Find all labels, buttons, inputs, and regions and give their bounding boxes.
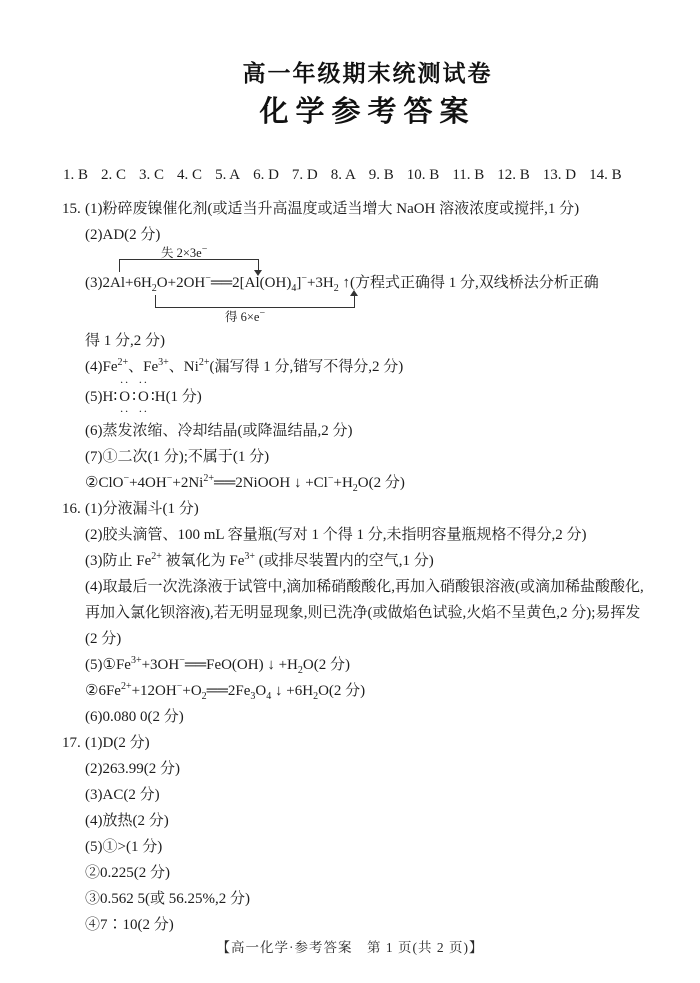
q17-answer-5-2: ②0.225(2 分) xyxy=(85,865,170,881)
q16-number: 16. xyxy=(62,501,81,517)
q15-number: 15. xyxy=(62,201,81,217)
q17-answer-2: (2)263.99(2 分) xyxy=(85,761,180,777)
q15-answer-2: (2)AD(2 分) xyxy=(85,227,161,243)
q16-answer-3: (3)防止 $Fe^{2+}$ 被氧化为 $Fe^{3+}$ (或排尽装置内的空气,1 分) xyxy=(85,551,434,569)
q16-answer-4-3: (2 分) xyxy=(85,631,122,647)
choice-answer: 8. A xyxy=(330,167,356,183)
q15-answer-7-1: (7)①二次(1 分);不属于(1 分) xyxy=(85,449,270,465)
q17-line-3 xyxy=(85,782,650,808)
q16-answer-6: (6)0.080 0(2 分) xyxy=(85,709,184,725)
q16-line-2 xyxy=(85,522,650,548)
choice-answer: 13. D xyxy=(542,167,577,183)
q15-answer-6: (6)蒸发浓缩、冷却结晶(或降温结晶,2 分) xyxy=(85,423,353,439)
choice-answer: 2. C xyxy=(101,167,127,183)
gain-bridge-line xyxy=(155,295,355,308)
q16-line-4 xyxy=(85,574,650,600)
q15-line-1 xyxy=(62,196,650,222)
q17-line-2 xyxy=(85,756,650,782)
q16-answer-5-1: $(5)①Fe^{3+}+3OH^-══FeO(OH)$ ↓ $+H_2O(2$ 分) xyxy=(85,655,350,676)
q15-line-6 xyxy=(85,418,650,444)
q16-line-8 xyxy=(85,678,650,704)
q15-answer-3-equation: $(3)2Al+6H_2O+2OH^-══2[Al(OH)_4]^-+3H_2$ ↑(方程式正确得 1 分,双线桥法分析正确 xyxy=(85,273,599,294)
up-arrow-icon xyxy=(350,290,358,296)
q17-number: 17. xyxy=(62,735,81,751)
choice-answer: 12. B xyxy=(497,167,530,183)
q15-line-4 xyxy=(85,354,650,380)
q17-answer-4: (4)放热(2 分) xyxy=(85,813,169,829)
choice-answer: 1. B xyxy=(63,167,89,183)
choice-answer: 3. C xyxy=(139,167,165,183)
q17-line-4 xyxy=(85,808,650,834)
q15-line-7 xyxy=(85,444,650,470)
q15-line-5-lewis xyxy=(85,375,650,418)
q17-answer-1: (1)D(2 分) xyxy=(85,735,150,751)
q17-answer-5-3: ③0.562 5(或 56.25%,2 分) xyxy=(85,891,250,907)
electron-lose-label: 失 2×3e− xyxy=(161,243,208,260)
q16-answer-4-1: (4)取最后一次洗涤液于试管中,滴加稀硝酸酸化,再加入硝酸银溶液(或滴加稀盐酸酸化, xyxy=(85,579,644,595)
choice-answer: 11. B xyxy=(452,167,485,183)
q16-answer-4-2: 再加入氯化钡溶液),若无明显现象,则已洗净(或做焰色试验,火焰不呈黄色,2 分);易挥发 xyxy=(85,605,641,621)
q17-answer-3: (3)AC(2 分) xyxy=(85,787,160,803)
q16-line-9 xyxy=(85,704,650,730)
multiple-choice-answers xyxy=(63,162,650,188)
q16-line-5 xyxy=(85,600,650,626)
choice-answer: 10. B xyxy=(406,167,440,183)
q16-answer-5-2: $②6Fe^{2+}+12OH^-+O_2══2Fe_3O_4$ ↓ $+6H_2O(2$ 分) xyxy=(85,681,366,702)
page-subtitle: 化学参考答案 xyxy=(259,96,476,128)
q17-line-8 xyxy=(85,912,650,938)
q15-answer-5: (5)H∶ ·· O ·· ∶ ·· O ·· ∶H(1 分) xyxy=(85,375,202,418)
q17-line-5 xyxy=(85,834,650,860)
page-title: 高一年级期末统测试卷 xyxy=(242,60,493,86)
q15-line-2 xyxy=(85,222,650,248)
q15-answer-4: $(4)Fe^{2+}$、$Fe^{3+}$、$Ni^{2+}$(漏写得 1 分,错写不得分,2 分) xyxy=(85,357,404,375)
choice-answer: 9. B xyxy=(368,167,394,183)
q15-answer-7-2: $②ClO^-+4OH^-+2Ni^{2+}══2NiOOH$ ↓ $+Cl^-+H_2O(2$ 分) xyxy=(85,473,405,494)
q15-answer-3-cont: 得 1 分,2 分) xyxy=(85,333,165,349)
choice-answer: 7. D xyxy=(291,167,318,183)
double-bridge-diagram xyxy=(85,243,650,328)
choice-answer: 6. D xyxy=(253,167,279,183)
q17-line-6 xyxy=(85,860,650,886)
q17-line-1 xyxy=(62,730,650,756)
page-footer: 【高一化学·参考答案 第 1 页(共 2 页)】 xyxy=(216,940,484,955)
q17-line-7 xyxy=(85,886,650,912)
q15-line-3-cont xyxy=(85,328,650,354)
q16-line-1 xyxy=(62,496,650,522)
q16-line-3 xyxy=(85,548,650,574)
q17-answer-5-1: (5)①>(1 分) xyxy=(85,839,163,855)
q15-line-8 xyxy=(85,470,650,496)
answers-body xyxy=(62,196,650,938)
q16-answer-1: (1)分液漏斗(1 分) xyxy=(85,501,199,517)
q16-line-6 xyxy=(85,626,650,652)
q16-answer-2: (2)胶头滴管、100 mL 容量瓶(写对 1 个得 1 分,未指明容量瓶规格不得分,2 分) xyxy=(85,527,587,543)
choice-answer: 14. B xyxy=(589,167,622,183)
q16-line-7 xyxy=(85,652,650,678)
q15-answer-1: (1)粉碎废镍催化剂(或适当升高温度或适当增大 NaOH 溶液浓度或搅拌,1 分) xyxy=(85,201,580,217)
electron-gain-label: 得 6×e− xyxy=(225,307,266,324)
choice-answer: 5. A xyxy=(215,167,241,183)
q17-answer-5-4: ④7∶10(2 分) xyxy=(85,917,174,933)
choice-answer: 4. C xyxy=(177,167,203,183)
